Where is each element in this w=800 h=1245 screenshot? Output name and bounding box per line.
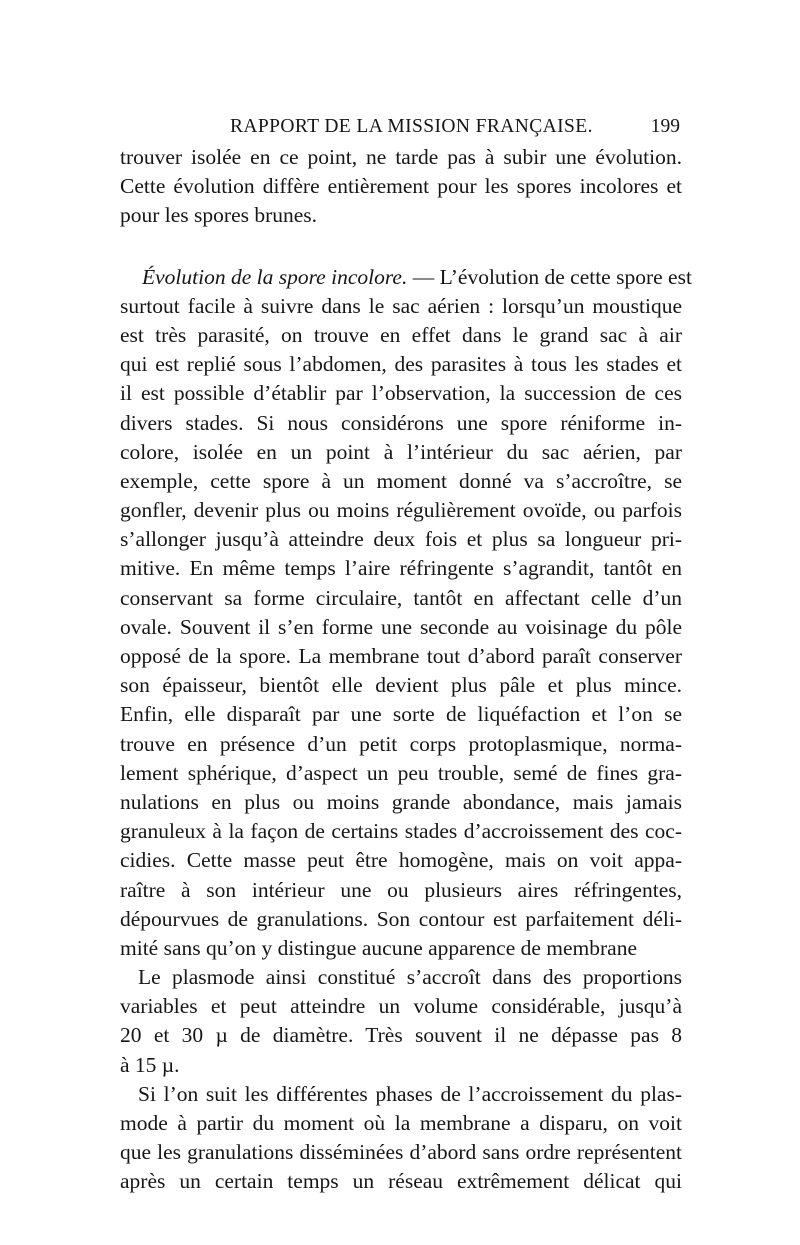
text-line: mode à partir du moment où la membrane a disparu, on voit xyxy=(120,1111,682,1135)
text-line: trouver isolée en ce point, ne tarde pas à subir une évolution. xyxy=(120,145,682,169)
paragraph xyxy=(120,263,692,964)
text-line: conservant sa forme circulaire, tantôt en affectant celle d’un xyxy=(120,585,682,610)
text-line: cidies. Cette masse peut être homogène, mais on voit appa- xyxy=(120,848,682,873)
paragraph xyxy=(120,1080,682,1197)
text-line: colore, isolée en un point à l’intérieur du sac aérien, par xyxy=(120,439,682,464)
text-line: à 15 µ. xyxy=(120,1052,180,1077)
text-line: Le plasmode ainsi constitué s’accroît dans des proportions xyxy=(138,965,682,990)
text-line: Enfin, elle disparaît par une sorte de liquéfaction et l’on se xyxy=(120,702,682,727)
text-line: raître à son intérieur une ou plusieurs aires réfringentes, xyxy=(120,877,682,902)
text-line: lement sphérique, d’aspect un peu trouble, semé de fines gra- xyxy=(120,760,682,785)
running-head xyxy=(120,112,682,146)
paragraph xyxy=(120,143,682,231)
text-line: 20 et 30 µ de diamètre. Très souvent il ne dépasse pas 8 xyxy=(120,1023,682,1048)
text-line: est très parasité, on trouve en effet dans le grand sac à air xyxy=(120,322,682,347)
text-line: opposé de la spore. La membrane tout d’abord paraît conserver xyxy=(120,644,682,668)
text-line: s’allonger jusqu’à atteindre deux fois et plus sa longueur pri- xyxy=(120,527,682,552)
text-line: divers stades. Si nous considérons une spore réniforme in- xyxy=(120,410,682,435)
text-run: — L’évolution de cette spore est xyxy=(407,264,692,289)
paragraph xyxy=(120,963,682,1080)
text-line: Cette évolution diffère entièrement pour les spores incolores et xyxy=(120,174,682,199)
text-line: que les granulations disséminées d’abord sans ordre représentent xyxy=(120,1140,682,1165)
text-line: mité sans qu’on y distingue aucune apparence de membrane xyxy=(120,935,638,960)
text-line: il est possible d’établir par l’observation, la succession de ces xyxy=(120,381,682,406)
text-line: nulations en plus ou moins grande abondance, mais jamais xyxy=(120,789,682,814)
page-number: 199 xyxy=(650,116,680,137)
text-line: Si l’on suit les différentes phases de l’accroissement du plas- xyxy=(138,1081,682,1106)
text-line: dépourvues de granulations. Son contour est parfaitement déli- xyxy=(120,906,682,931)
text-line: son épaisseur, bientôt elle devient plus pâle et plus mince. xyxy=(120,673,682,698)
text-line: trouve en présence d’un petit corps protoplasmique, norma- xyxy=(120,731,682,756)
running-title: RAPPORT DE LA MISSION FRANÇAISE. xyxy=(230,116,593,137)
text-line: pour les spores brunes. xyxy=(120,203,318,228)
text-line: granuleux à la façon de certains stades d’accroissement des coc- xyxy=(120,819,682,844)
text-line: gonfler, devenir plus ou moins régulièrement ovoïde, ou parfois xyxy=(120,498,682,523)
text-line: variables et peut atteindre un volume considérable, jusqu’à xyxy=(120,994,682,1019)
text-line: exemple, cette spore à un moment donné va s’accroître, se xyxy=(120,468,682,493)
text-line: après un certain temps un réseau extrêmement délicat qui xyxy=(120,1169,682,1194)
text-line: qui est replié sous l’abdomen, des parasites à tous les stades et xyxy=(120,352,682,377)
text-line: ovale. Souvent il s’en forme une seconde au voisinage du pôle xyxy=(120,614,682,639)
body-text xyxy=(120,143,692,1197)
section-heading: Évolution de la spore incolore. xyxy=(142,264,408,289)
text-line xyxy=(120,263,692,292)
paragraph-gap xyxy=(120,231,682,263)
text-line: surtout facile à suivre dans le sac aérien : lorsqu’un moustique xyxy=(120,293,682,318)
text-line: mitive. En même temps l’aire réfringente s’agrandit, tantôt en xyxy=(120,556,682,581)
